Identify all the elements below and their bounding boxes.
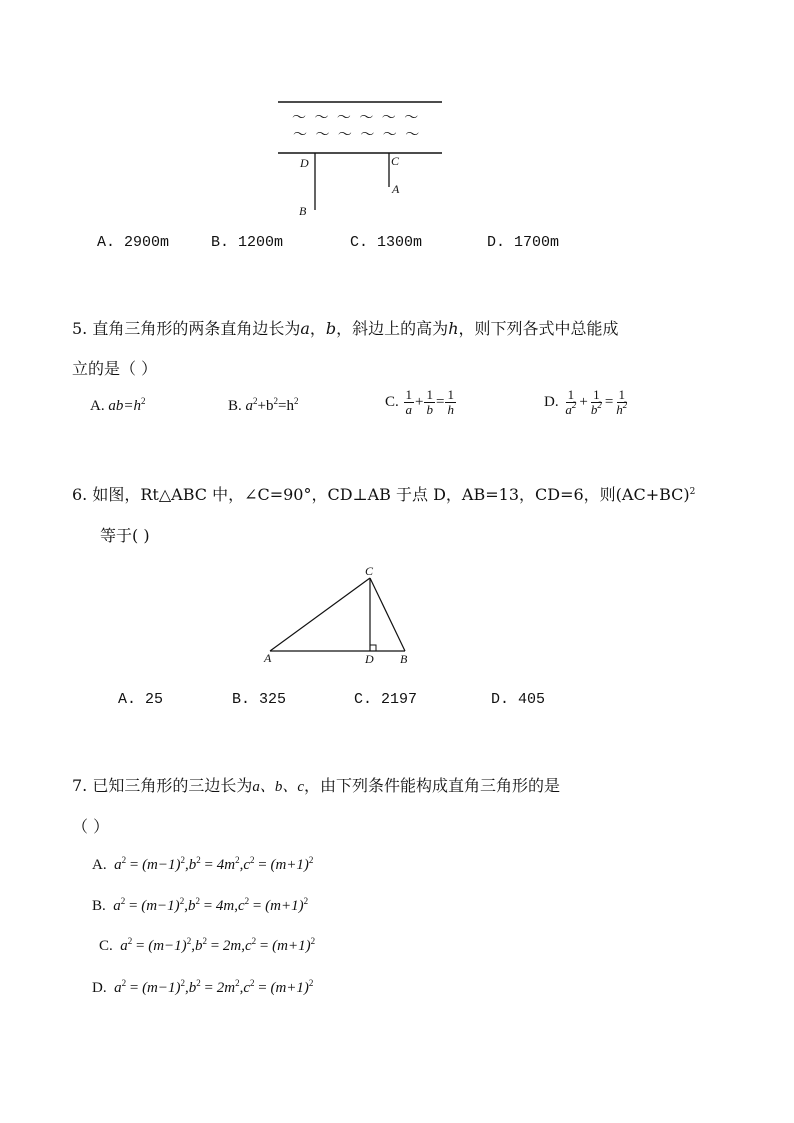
q5-c-frac-b-den: b <box>426 402 433 417</box>
q7-b-sup: 2 <box>202 936 207 946</box>
q7-b-sup: 2 <box>196 855 201 865</box>
q7-stem-line2: （ ） <box>72 817 110 836</box>
q7-option-d <box>92 980 313 997</box>
q7-stem-line1 <box>72 773 560 796</box>
q7-comma1: , <box>185 980 189 996</box>
q5-d-frac-b-num: 1 <box>593 387 600 402</box>
q5-option-a-expr: ab=h <box>108 398 141 414</box>
q5-option-b-sup1: 2 <box>253 396 258 406</box>
q7-a-sup: 2 <box>127 936 133 946</box>
q7-option-c <box>99 938 315 955</box>
q4-option-d: D. 1700m <box>487 234 560 251</box>
q7-c2-sup: 2 <box>308 855 314 865</box>
q7-option-a <box>92 857 313 874</box>
label-B: B <box>299 204 307 218</box>
q7-eq3: = <box>254 857 271 873</box>
q4-option-a: A. 2900m <box>97 234 170 251</box>
q5-option-b-label: B. <box>228 398 242 414</box>
tri-label-A: A <box>264 651 272 665</box>
q7-vars: a、b、c <box>252 779 305 795</box>
river-waves-row2: ～ ～ ～ ～ ～ ～ <box>293 127 422 143</box>
q6-option-a: A. 25 <box>118 691 164 708</box>
q7-option-label: A. <box>92 857 107 873</box>
q7-c-sup: 2 <box>244 896 250 906</box>
q7-eq1: = <box>125 898 142 914</box>
q7-a2-sup: 2 <box>180 855 186 865</box>
q7-b-sup: 2 <box>196 978 201 988</box>
q7-eq2: = <box>206 938 223 954</box>
q5-stem-line2: 立的是（ ） <box>72 359 158 378</box>
q5-c-frac-a-num: 1 <box>405 387 413 402</box>
q7-eq2: = <box>200 980 217 996</box>
side-AC <box>270 578 370 651</box>
q7-b2-expr: 2m <box>222 938 242 954</box>
q5-option-b-a: a <box>245 398 254 414</box>
q5-d-frac-h <box>614 388 629 417</box>
q7-c2-expr: (m+1) <box>270 857 309 873</box>
q7-c-sup: 2 <box>250 978 255 988</box>
q7-a-var: a <box>120 938 128 954</box>
q5-option-b-b: +b <box>257 398 274 414</box>
q7-option-label: C. <box>99 938 113 954</box>
q7-c-var: c <box>243 857 250 873</box>
q7-stem-suffix: ，由下列条件能构成直角三角形的是 <box>304 776 561 795</box>
tri-label-C: C <box>365 564 374 578</box>
q7-option-label: B. <box>92 898 106 914</box>
q5-option-d-label: D. <box>544 394 559 410</box>
q5-d-eq: = <box>604 394 614 410</box>
q7-comma2: , <box>239 857 244 873</box>
q7-option-b <box>92 898 308 915</box>
q7-c2-sup: 2 <box>310 936 316 946</box>
q6-option-b: B. 325 <box>232 691 287 708</box>
q7-c-var: c <box>245 938 252 954</box>
q7-eq3: = <box>254 980 271 996</box>
q5-stem-prefix: 5. 直角三角形的两条直角边长为 <box>72 319 301 338</box>
q5-stem-suffix: ，则下列各式中总能成 <box>458 319 619 338</box>
q5-d-b: b <box>590 402 598 417</box>
q5-d-frac-a <box>563 388 578 417</box>
q7-eq1: = <box>126 980 143 996</box>
side-BC <box>370 578 405 651</box>
q5-d-plus: + <box>579 394 588 410</box>
q7-a-var: a <box>114 980 122 996</box>
q7-b-sup: 2 <box>195 896 200 906</box>
q6-option-d: D. 405 <box>491 691 546 708</box>
label-C: C <box>391 154 400 168</box>
q7-option-label: D. <box>92 980 107 996</box>
q7-a-var: a <box>113 898 121 914</box>
q6-stem-sup: 2 <box>689 487 696 497</box>
q7-c-sup: 2 <box>250 855 255 865</box>
q7-a2-sup: 2 <box>180 978 186 988</box>
q7-eq3: = <box>249 898 266 914</box>
q7-eq1: = <box>126 857 143 873</box>
tri-label-D: D <box>365 652 374 666</box>
q7-c-var: c <box>243 980 250 996</box>
label-A: A <box>392 182 400 196</box>
q5-option-d <box>544 388 630 417</box>
q5-c-frac-h-den: h <box>447 402 454 417</box>
q5-option-b-sup3: 2 <box>293 396 299 406</box>
q5-c-frac-a-den: a <box>405 402 413 417</box>
q7-comma2: , <box>241 938 245 954</box>
q7-a-sup: 2 <box>121 978 127 988</box>
q7-a2-expr: (m−1) <box>141 898 180 914</box>
q7-a2-expr: (m−1) <box>148 938 187 954</box>
q7-b2-sup: 2 <box>235 978 240 988</box>
q4-option-c: C. 1300m <box>350 234 423 251</box>
q5-c-plus: + <box>415 394 424 410</box>
q7-a2-expr: (m−1) <box>142 980 181 996</box>
q7-comma2: , <box>239 980 244 996</box>
q5-option-b-sup2: 2 <box>273 396 278 406</box>
right-angle-mark <box>370 645 376 651</box>
q5-c-frac-a <box>404 388 415 417</box>
q7-c-var: c <box>238 898 245 914</box>
triangle-figure <box>262 565 412 665</box>
q5-option-a-sup: 2 <box>140 396 146 406</box>
q6-stem-line2: 等于( ) <box>100 526 150 545</box>
q7-a-sup: 2 <box>120 896 126 906</box>
q5-var-b: b <box>325 319 337 338</box>
q7-c-sup: 2 <box>251 936 257 946</box>
q5-d-b-sup: 2 <box>597 400 602 410</box>
q7-comma1: , <box>191 938 195 954</box>
q7-comma1: , <box>184 898 188 914</box>
q5-d-frac-b-den <box>589 400 604 417</box>
q5-option-a <box>90 398 145 415</box>
q7-b2-expr: 4m <box>216 857 236 873</box>
q5-option-b-h: =h <box>277 398 294 414</box>
q7-c2-sup: 2 <box>303 896 309 906</box>
q7-b2-expr: 2m <box>216 980 236 996</box>
q7-b-var: b <box>188 980 197 996</box>
q5-d-frac-h-den <box>614 400 629 417</box>
q5-d-frac-h-num: 1 <box>618 387 626 402</box>
q5-d-frac-b <box>589 388 604 417</box>
q5-option-c <box>385 388 457 417</box>
q7-b-var: b <box>187 898 196 914</box>
q5-option-b <box>228 398 298 415</box>
q5-d-h: h <box>616 402 623 417</box>
q7-b2-sup: 2 <box>235 855 240 865</box>
q5-option-c-label: C. <box>385 394 399 410</box>
q7-a2-sup: 2 <box>179 896 185 906</box>
label-D: D <box>300 156 309 170</box>
q7-a-var: a <box>114 857 122 873</box>
q5-option-a-label: A. <box>90 398 105 414</box>
q6-stem-text: 6. 如图，Rt△ABC 中，∠C=90°，CD⊥AB 于点 D，AB=13，CD=6，则(AC+BC) <box>72 485 690 504</box>
q7-c2-sup: 2 <box>308 978 314 988</box>
q7-comma2: , <box>234 898 238 914</box>
q7-comma1: , <box>185 857 189 873</box>
q7-a2-sup: 2 <box>186 936 192 946</box>
q7-eq2: = <box>200 857 217 873</box>
q6-stem-line1 <box>72 482 695 505</box>
q4-option-b: B. 1200m <box>211 234 284 251</box>
q7-a2-expr: (m−1) <box>142 857 181 873</box>
q7-c2-expr: (m+1) <box>272 938 311 954</box>
q5-d-a-sup: 2 <box>571 400 577 410</box>
q7-c2-expr: (m+1) <box>265 898 304 914</box>
q7-a-sup: 2 <box>121 855 127 865</box>
q5-stem-mid: ，斜边上的高为 <box>336 319 449 338</box>
q7-b-var: b <box>194 938 203 954</box>
q6-option-c: C. 2197 <box>354 691 418 708</box>
q5-var-h: h <box>448 319 459 338</box>
q5-c-frac-b <box>424 388 435 417</box>
q7-b2-expr: 4m <box>215 898 235 914</box>
q7-b-var: b <box>188 857 197 873</box>
q7-eq2: = <box>199 898 216 914</box>
q5-d-frac-a-num: 1 <box>567 387 575 402</box>
q5-c-eq: = <box>435 394 445 410</box>
q5-d-a: a <box>565 402 572 417</box>
q7-c2-expr: (m+1) <box>270 980 309 996</box>
q5-sep: ， <box>309 319 326 338</box>
tri-label-B: B <box>400 652 408 666</box>
q7-eq1: = <box>132 938 149 954</box>
q7-eq3: = <box>256 938 273 954</box>
q5-c-frac-h-num: 1 <box>447 387 454 402</box>
q5-c-frac-h <box>445 388 456 417</box>
q5-d-frac-a-den <box>563 400 578 417</box>
q5-d-h-sup: 2 <box>622 400 628 410</box>
q5-var-a: a <box>300 319 310 338</box>
q7-stem-prefix: 7. 已知三角形的三边长为 <box>72 776 253 795</box>
q5-c-frac-b-num: 1 <box>426 387 433 402</box>
river-waves-row1: ～ ～ ～ ～ ～ ～ <box>292 110 421 126</box>
q5-stem-line1 <box>72 316 619 339</box>
